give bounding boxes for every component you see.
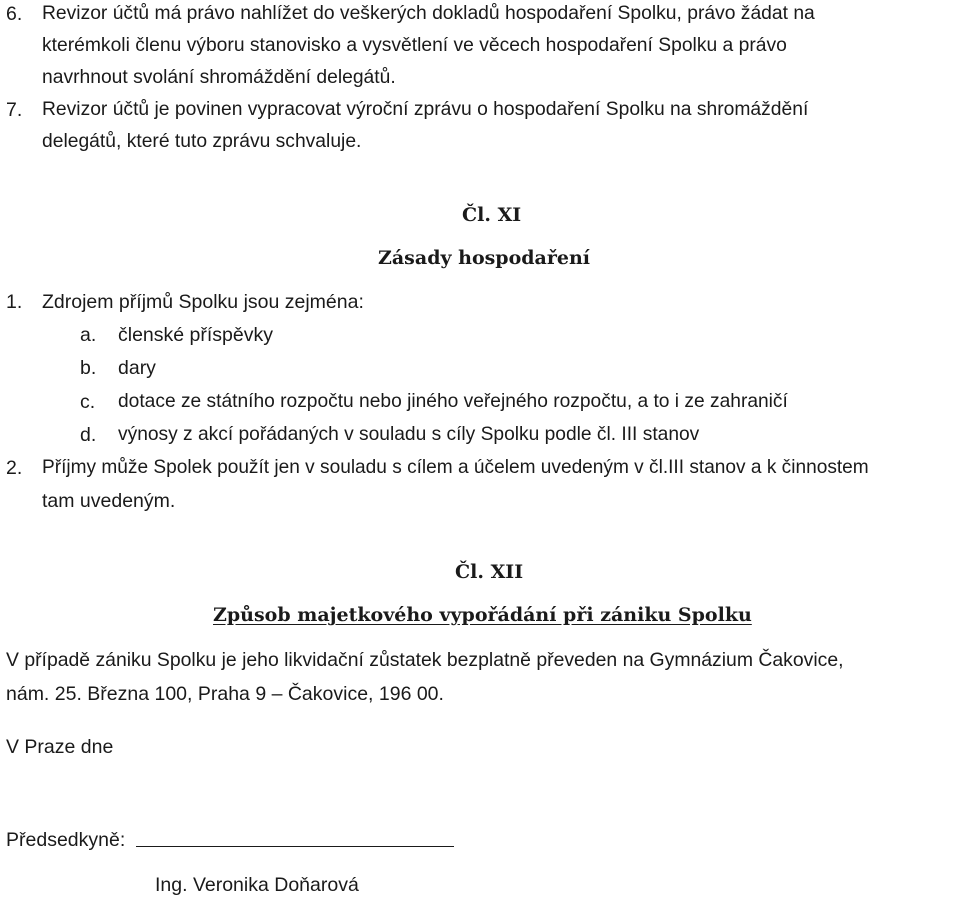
- item-6-number: 6.: [6, 3, 23, 25]
- chair-label: Předsedkyně:: [6, 829, 126, 851]
- article-11-title: Zásady hospodaření: [378, 247, 590, 269]
- article-12-title: Způsob majetkového vypořádání při zániku Spolku: [213, 604, 752, 626]
- article-12-label: Čl. XII: [455, 561, 524, 583]
- art11-sub-b-letter: b.: [80, 357, 97, 379]
- art11-item-2-line-2: tam uvedeným.: [42, 490, 176, 512]
- place-date: V Praze dne: [6, 736, 114, 758]
- art11-item-1-text: Zdrojem příjmů Spolku jsou zejména:: [42, 291, 364, 313]
- art11-sub-c-letter: c.: [80, 391, 96, 413]
- art11-item-2-line-1: Příjmy může Spolek použít jen v souladu s cílem a účelem uvedeným v čl.III stanov a k činnostem: [42, 457, 869, 478]
- art12-line-1: V případě zániku Spolku je jeho likvidační zůstatek bezplatně převeden na Gymnázium Čakovice,: [6, 649, 844, 671]
- item-6-line-1: Revizor účtů má právo nahlížet do veškerých dokladů hospodaření Spolku, právo žádat na: [42, 3, 815, 24]
- chair-name: Ing. Veronika Doňarová: [155, 874, 359, 896]
- art11-sub-a-text: členské příspěvky: [118, 324, 273, 346]
- signature-line: [136, 846, 454, 847]
- art11-sub-c-text: dotace ze státního rozpočtu nebo jiného veřejného rozpočtu, a to i ze zahraničí: [118, 391, 788, 412]
- art12-line-2: nám. 25. Března 100, Praha 9 – Čakovice, 196 00.: [6, 683, 444, 705]
- item-6-line-3: navrhnout svolání shromáždění delegátů.: [42, 67, 396, 88]
- art11-sub-d-letter: d.: [80, 424, 97, 446]
- item-6-line-2: kterémkoli členu výboru stanovisko a vysvětlení ve věcech hospodaření Spolku a právo: [42, 35, 787, 56]
- item-7-line-1: Revizor účtů je povinen vypracovat výroční zprávu o hospodaření Spolku na shromáždění: [42, 99, 809, 120]
- item-7-number: 7.: [6, 99, 23, 121]
- art11-item-1-number: 1.: [6, 291, 23, 313]
- art11-sub-a-letter: a.: [80, 324, 97, 346]
- article-11-label: Čl. XI: [462, 204, 522, 226]
- item-7-line-2: delegátů, které tuto zprávu schvaluje.: [42, 131, 362, 152]
- art11-item-2-number: 2.: [6, 457, 23, 479]
- art11-sub-d-text: výnosy z akcí pořádaných v souladu s cíly Spolku podle čl. III stanov: [118, 424, 700, 445]
- art11-sub-b-text: dary: [118, 357, 156, 379]
